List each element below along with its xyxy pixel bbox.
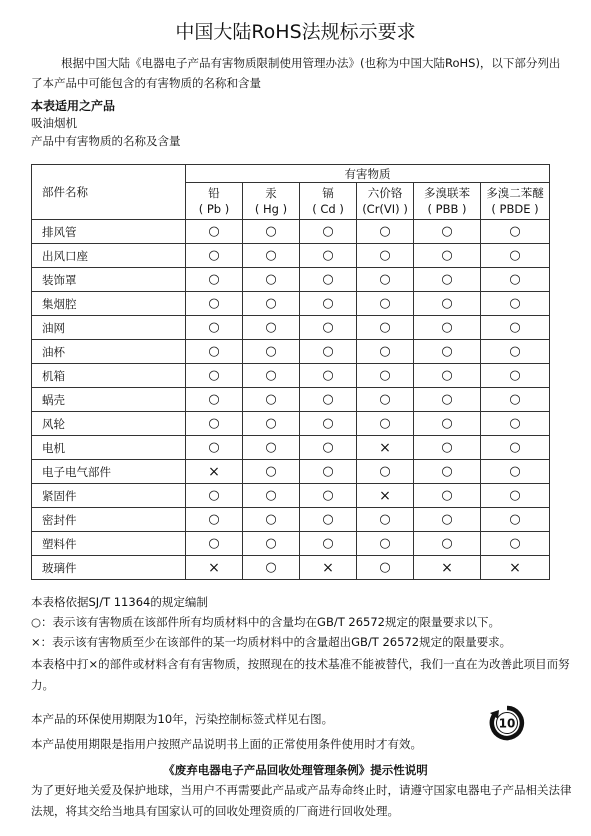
table-row [32,412,550,436]
part-name-cell: 装饰罩 [32,268,186,292]
within-limit-mark: ○ [357,412,414,436]
substance-symbol: (Cr(VI) ) [362,202,408,216]
within-limit-mark: ○ [300,532,357,556]
section-title: 本表适用之产品 [31,99,116,113]
within-limit-mark: ○ [481,340,550,364]
within-limit-mark: ○ [481,532,550,556]
within-limit-mark: ○ [357,316,414,340]
table-row [32,340,550,364]
within-limit-mark: ○ [357,244,414,268]
within-limit-mark: ○ [414,388,481,412]
substance-name: 汞 [265,186,277,200]
part-name-cell: 电子电气部件 [32,460,186,484]
within-limit-mark: ○ [357,388,414,412]
part-name-cell: 紧固件 [32,484,186,508]
within-limit-mark: ○ [243,508,300,532]
table-row [32,556,550,580]
within-limit-mark: ○ [300,436,357,460]
within-limit-mark: ○ [414,364,481,388]
within-limit-mark: ○ [300,484,357,508]
within-limit-mark: ○ [243,484,300,508]
table-row [32,532,550,556]
substance-group-header: 有害物质 [186,165,550,183]
table-row [32,484,550,508]
exceeds-limit-mark: × [481,556,550,580]
within-limit-mark: ○ [357,532,414,556]
within-limit-mark: ○ [481,268,550,292]
substance-column-header [414,183,481,220]
within-limit-mark: ○ [300,220,357,244]
within-limit-mark: ○ [357,556,414,580]
within-limit-mark: ○ [481,484,550,508]
within-limit-mark: ○ [414,412,481,436]
part-name-cell: 集烟腔 [32,292,186,316]
x-mark-note: ×：表示该有害物质至少在该部件的某一均质材料中的含量超出GB/T 26572规定的限量要求。 [31,635,512,649]
within-limit-mark: ○ [357,292,414,316]
within-limit-mark: ○ [300,244,357,268]
within-limit-mark: ○ [300,364,357,388]
part-name-cell: 电机 [32,436,186,460]
within-limit-mark: ○ [357,364,414,388]
within-limit-mark: ○ [243,364,300,388]
within-limit-mark: ○ [481,292,550,316]
table-row [32,364,550,388]
exceeds-limit-mark: × [357,436,414,460]
exceeds-limit-mark: × [186,556,243,580]
o-mark-note: ○：表示该有害物质在该部件所有均质材料中的含量均在GB/T 26572规定的限量要求以下。 [31,615,500,629]
within-limit-mark: ○ [186,316,243,340]
within-limit-mark: ○ [186,244,243,268]
within-limit-mark: ○ [414,508,481,532]
substance-name: 铅 [208,186,220,200]
within-limit-mark: ○ [414,532,481,556]
substance-name: 多溴联苯 [424,186,470,200]
within-limit-mark: ○ [481,508,550,532]
within-limit-mark: ○ [243,388,300,412]
within-limit-mark: ○ [357,340,414,364]
hazardous-substances-table [31,164,550,580]
substance-column-header [243,183,300,220]
product-name: 吸油烟机 [31,116,77,130]
substance-symbol: ( Hg ) [254,202,288,216]
part-name-header: 部件名称 [32,165,186,220]
within-limit-mark: ○ [243,460,300,484]
table-caption: 产品中有害物质的名称及含量 [31,134,181,148]
explanation-paragraph: 本表格中打×的部件或材料含有有害物质，按照现在的技术基准不能被替代，我们一直在为改善此项目而努力。 [31,657,570,692]
within-limit-mark: ○ [186,532,243,556]
within-limit-mark: ○ [300,508,357,532]
within-limit-mark: ○ [414,436,481,460]
table-row [32,436,550,460]
within-limit-mark: ○ [300,316,357,340]
within-limit-mark: ○ [186,292,243,316]
table-row [32,244,550,268]
recycling-notice-title: 《废弃电器电子产品回收处理管理条例》提示性说明 [163,763,428,777]
exceeds-limit-mark: × [357,484,414,508]
within-limit-mark: ○ [414,268,481,292]
page-title: 中国大陆RoHS法规标示要求 [175,21,416,43]
within-limit-mark: ○ [243,292,300,316]
within-limit-mark: ○ [481,316,550,340]
substance-column-header [186,183,243,220]
within-limit-mark: ○ [414,460,481,484]
within-limit-mark: ○ [414,316,481,340]
within-limit-mark: ○ [414,220,481,244]
substance-name: 镉 [322,186,334,200]
substance-column-header [357,183,414,220]
table-row [32,292,550,316]
within-limit-mark: ○ [186,412,243,436]
table-row [32,460,550,484]
standard-note: 本表格依据SJ/T 11364的规定编制 [31,595,208,609]
efup-logo-number: 10 [498,716,516,731]
part-name-cell: 出风口座 [32,244,186,268]
intro-paragraph: 根据中国大陆《电器电子产品有害物质限制使用管理办法》(也称为中国大陆RoHS)，以下部分列出了本产品中可能包含的有害物质的名称和含量 [31,56,561,90]
within-limit-mark: ○ [300,292,357,316]
table-row [32,316,550,340]
within-limit-mark: ○ [186,340,243,364]
table-row [32,508,550,532]
within-limit-mark: ○ [357,508,414,532]
substance-name: 多溴二苯醚 [486,186,544,200]
within-limit-mark: ○ [186,436,243,460]
within-limit-mark: ○ [481,364,550,388]
within-limit-mark: ○ [481,436,550,460]
substance-name: 六价铬 [367,186,403,200]
efup-10-year-logo-icon [488,704,526,742]
substance-column-header [481,183,550,220]
within-limit-mark: ○ [243,340,300,364]
table-row [32,220,550,244]
within-limit-mark: ○ [243,244,300,268]
within-limit-mark: ○ [186,364,243,388]
within-limit-mark: ○ [300,388,357,412]
within-limit-mark: ○ [186,220,243,244]
within-limit-mark: ○ [300,460,357,484]
table-row [32,388,550,412]
within-limit-mark: ○ [481,412,550,436]
within-limit-mark: ○ [357,220,414,244]
within-limit-mark: ○ [243,412,300,436]
within-limit-mark: ○ [414,244,481,268]
within-limit-mark: ○ [243,268,300,292]
within-limit-mark: ○ [243,316,300,340]
part-name-cell: 机箱 [32,364,186,388]
within-limit-mark: ○ [357,460,414,484]
within-limit-mark: ○ [481,220,550,244]
within-limit-mark: ○ [186,508,243,532]
part-name-cell: 塑料件 [32,532,186,556]
within-limit-mark: ○ [300,340,357,364]
substance-symbol: ( Pb ) [198,202,230,216]
within-limit-mark: ○ [414,340,481,364]
within-limit-mark: ○ [186,484,243,508]
part-name-cell: 油网 [32,316,186,340]
within-limit-mark: ○ [300,268,357,292]
part-name-cell: 蜗壳 [32,388,186,412]
within-limit-mark: ○ [243,532,300,556]
table-row [32,268,550,292]
exceeds-limit-mark: × [186,460,243,484]
exceeds-limit-mark: × [300,556,357,580]
within-limit-mark: ○ [414,484,481,508]
within-limit-mark: ○ [186,388,243,412]
exceeds-limit-mark: × [414,556,481,580]
efup-usage-text: 本产品使用期限是指用户按照产品说明书上面的正常使用条件使用时才有效。 [31,737,422,751]
within-limit-mark: ○ [243,220,300,244]
part-name-cell: 玻璃件 [32,556,186,580]
within-limit-mark: ○ [481,460,550,484]
within-limit-mark: ○ [414,292,481,316]
recycling-notice-text: 为了更好地关爱及保护地球，当用户不再需要此产品或产品寿命终止时，请遵守国家电器电子产品相关法律法规，将其交给当地具有国家认可的回收处理资质的厂商进行回收处理。 [31,783,572,818]
within-limit-mark: ○ [243,436,300,460]
within-limit-mark: ○ [300,412,357,436]
part-name-cell: 油杯 [32,340,186,364]
within-limit-mark: ○ [481,388,550,412]
efup-period-text: 本产品的环保使用期限为10年，污染控制标签式样见右图。 [31,712,334,726]
substance-symbol: ( PBDE ) [491,202,539,216]
within-limit-mark: ○ [186,268,243,292]
part-name-cell: 密封件 [32,508,186,532]
part-name-cell: 排风管 [32,220,186,244]
within-limit-mark: ○ [357,268,414,292]
part-name-cell: 风轮 [32,412,186,436]
within-limit-mark: ○ [243,556,300,580]
substance-symbol: ( PBB ) [427,202,467,216]
within-limit-mark: ○ [481,244,550,268]
substance-symbol: ( Cd ) [312,202,344,216]
substance-column-header [300,183,357,220]
